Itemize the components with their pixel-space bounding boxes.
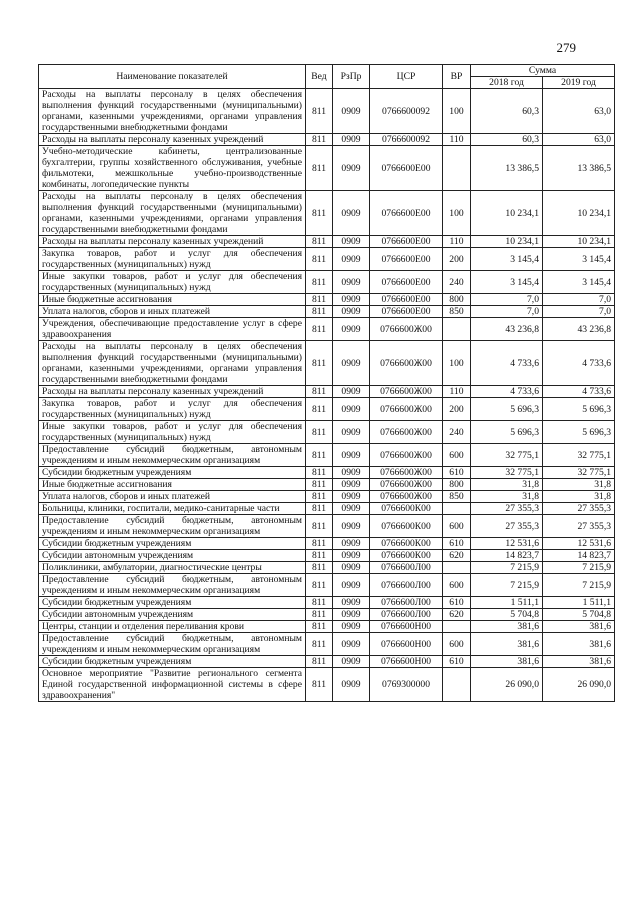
cell-name: Расходы на выплаты персоналу в целях обеспечения выполнения функций государственными (муниципальными) органами, казенными учреждениями, органами управления государственными внебюджетными фондами [39, 341, 306, 386]
cell-vr: 100 [443, 191, 471, 236]
header-vr: ВР [443, 65, 471, 89]
table-row [39, 294, 615, 306]
header-sum: Сумма [471, 65, 615, 77]
cell-ved: 811 [306, 146, 333, 191]
header-name: Наименование показателей [39, 65, 306, 89]
cell-csr: 0766600Ж00 [370, 318, 443, 341]
cell-ved: 811 [306, 467, 333, 479]
cell-sum-2019: 4 733,6 [543, 386, 615, 398]
cell-rzpr: 0909 [333, 271, 370, 294]
cell-vr: 610 [443, 538, 471, 550]
cell-sum-2018: 7,0 [471, 294, 543, 306]
cell-csr: 0766600Ж00 [370, 491, 443, 503]
cell-rzpr: 0909 [333, 550, 370, 562]
budget-table [38, 64, 615, 702]
cell-sum-2019: 14 823,7 [543, 550, 615, 562]
table-row [39, 503, 615, 515]
cell-sum-2018: 5 696,3 [471, 421, 543, 444]
cell-vr: 110 [443, 134, 471, 146]
cell-sum-2018: 60,3 [471, 134, 543, 146]
cell-sum-2019: 7,0 [543, 294, 615, 306]
cell-sum-2018: 7 215,9 [471, 574, 543, 597]
cell-name: Закупка товаров, работ и услуг для обеспечения государственных (муниципальных) нужд [39, 398, 306, 421]
cell-sum-2018: 10 234,1 [471, 191, 543, 236]
cell-csr: 0766600Е00 [370, 271, 443, 294]
table-row [39, 398, 615, 421]
cell-ved: 811 [306, 479, 333, 491]
cell-sum-2018: 7 215,9 [471, 562, 543, 574]
cell-csr: 0766600Л00 [370, 574, 443, 597]
cell-rzpr: 0909 [333, 421, 370, 444]
cell-sum-2019: 13 386,5 [543, 146, 615, 191]
cell-rzpr: 0909 [333, 609, 370, 621]
cell-vr: 110 [443, 236, 471, 248]
cell-sum-2018: 60,3 [471, 89, 543, 134]
cell-ved: 811 [306, 656, 333, 668]
table-row [39, 515, 615, 538]
cell-name: Иные закупки товаров, работ и услуг для обеспечения государственных (муниципальных) нужд [39, 421, 306, 444]
cell-ved: 811 [306, 503, 333, 515]
cell-name: Центры, станции и отделения переливания крови [39, 621, 306, 633]
table-row [39, 444, 615, 467]
table-row [39, 271, 615, 294]
header-year-2019: 2019 год [543, 77, 615, 89]
cell-sum-2018: 27 355,3 [471, 503, 543, 515]
cell-sum-2019: 1 511,1 [543, 597, 615, 609]
cell-csr: 0766600Л00 [370, 609, 443, 621]
cell-vr [443, 146, 471, 191]
cell-ved: 811 [306, 550, 333, 562]
cell-ved: 811 [306, 236, 333, 248]
cell-csr: 0766600092 [370, 134, 443, 146]
header-csr: ЦСР [370, 65, 443, 89]
table-row [39, 479, 615, 491]
cell-sum-2019: 381,6 [543, 633, 615, 656]
cell-csr: 0766600К00 [370, 503, 443, 515]
cell-sum-2019: 43 236,8 [543, 318, 615, 341]
cell-sum-2019: 10 234,1 [543, 236, 615, 248]
cell-ved: 811 [306, 421, 333, 444]
table-row [39, 318, 615, 341]
cell-sum-2019: 3 145,4 [543, 248, 615, 271]
table-row [39, 467, 615, 479]
cell-vr: 620 [443, 550, 471, 562]
cell-sum-2019: 63,0 [543, 134, 615, 146]
cell-sum-2018: 27 355,3 [471, 515, 543, 538]
cell-rzpr: 0909 [333, 318, 370, 341]
cell-ved: 811 [306, 633, 333, 656]
cell-sum-2018: 26 090,0 [471, 668, 543, 702]
cell-rzpr: 0909 [333, 503, 370, 515]
cell-sum-2019: 31,8 [543, 491, 615, 503]
cell-sum-2018: 4 733,6 [471, 386, 543, 398]
cell-vr: 620 [443, 609, 471, 621]
cell-name: Больницы, клиники, госпитали, медико-санитарные части [39, 503, 306, 515]
cell-csr: 0769300000 [370, 668, 443, 702]
cell-name: Субсидии бюджетным учреждениям [39, 597, 306, 609]
header-year-2018: 2018 год [471, 77, 543, 89]
cell-sum-2018: 12 531,6 [471, 538, 543, 550]
cell-vr: 600 [443, 444, 471, 467]
cell-vr: 850 [443, 491, 471, 503]
table-row [39, 550, 615, 562]
cell-sum-2019: 381,6 [543, 656, 615, 668]
cell-csr: 0766600Е00 [370, 146, 443, 191]
cell-csr: 0766600Ж00 [370, 341, 443, 386]
cell-csr: 0766600Ж00 [370, 467, 443, 479]
cell-sum-2018: 43 236,8 [471, 318, 543, 341]
table-row [39, 609, 615, 621]
cell-rzpr: 0909 [333, 574, 370, 597]
cell-sum-2019: 26 090,0 [543, 668, 615, 702]
cell-csr: 0766600К00 [370, 515, 443, 538]
cell-vr [443, 668, 471, 702]
cell-name: Иные бюджетные ассигнования [39, 294, 306, 306]
cell-sum-2019: 7 215,9 [543, 562, 615, 574]
cell-vr: 200 [443, 398, 471, 421]
cell-csr: 0766600Е00 [370, 306, 443, 318]
cell-sum-2019: 27 355,3 [543, 515, 615, 538]
cell-csr: 0766600Е00 [370, 191, 443, 236]
cell-csr: 0766600Е00 [370, 294, 443, 306]
cell-sum-2019: 32 775,1 [543, 444, 615, 467]
header-ved: Вед [306, 65, 333, 89]
cell-rzpr: 0909 [333, 134, 370, 146]
cell-sum-2019: 4 733,6 [543, 341, 615, 386]
cell-name: Субсидии автономным учреждениям [39, 609, 306, 621]
cell-ved: 811 [306, 386, 333, 398]
cell-csr: 0766600К00 [370, 550, 443, 562]
table-row [39, 236, 615, 248]
cell-sum-2018: 31,8 [471, 479, 543, 491]
cell-rzpr: 0909 [333, 515, 370, 538]
cell-ved: 811 [306, 562, 333, 574]
cell-csr: 0766600Н00 [370, 621, 443, 633]
cell-vr: 240 [443, 271, 471, 294]
cell-sum-2018: 7,0 [471, 306, 543, 318]
cell-sum-2018: 381,6 [471, 656, 543, 668]
cell-sum-2018: 10 234,1 [471, 236, 543, 248]
cell-csr: 0766600Ж00 [370, 444, 443, 467]
cell-sum-2019: 32 775,1 [543, 467, 615, 479]
table-row [39, 341, 615, 386]
cell-sum-2019: 5 696,3 [543, 421, 615, 444]
table-row [39, 421, 615, 444]
cell-sum-2019: 381,6 [543, 621, 615, 633]
table-row [39, 668, 615, 702]
cell-vr: 610 [443, 467, 471, 479]
cell-sum-2019: 7,0 [543, 306, 615, 318]
cell-vr: 200 [443, 248, 471, 271]
cell-csr: 0766600Л00 [370, 562, 443, 574]
table-row [39, 134, 615, 146]
cell-rzpr: 0909 [333, 538, 370, 550]
cell-name: Субсидии бюджетным учреждениям [39, 467, 306, 479]
cell-sum-2019: 31,8 [543, 479, 615, 491]
cell-csr: 0766600Е00 [370, 236, 443, 248]
table-row [39, 89, 615, 134]
cell-name: Расходы на выплаты персоналу в целях обеспечения выполнения функций государственными (муниципальными) органами, казенными учреждениями, органами управления государственными внебюджетными фондами [39, 89, 306, 134]
cell-vr [443, 621, 471, 633]
cell-ved: 811 [306, 89, 333, 134]
cell-rzpr: 0909 [333, 386, 370, 398]
cell-name: Расходы на выплаты персоналу казенных учреждений [39, 386, 306, 398]
cell-sum-2018: 13 386,5 [471, 146, 543, 191]
cell-rzpr: 0909 [333, 89, 370, 134]
table-header [39, 65, 615, 89]
cell-sum-2018: 14 823,7 [471, 550, 543, 562]
cell-rzpr: 0909 [333, 146, 370, 191]
cell-name: Закупка товаров, работ и услуг для обеспечения государственных (муниципальных) нужд [39, 248, 306, 271]
cell-ved: 811 [306, 668, 333, 702]
cell-ved: 811 [306, 191, 333, 236]
cell-sum-2019: 10 234,1 [543, 191, 615, 236]
cell-ved: 811 [306, 609, 333, 621]
cell-rzpr: 0909 [333, 621, 370, 633]
cell-vr [443, 562, 471, 574]
cell-csr: 0766600Ж00 [370, 479, 443, 491]
cell-vr: 100 [443, 89, 471, 134]
cell-sum-2018: 3 145,4 [471, 248, 543, 271]
cell-vr: 800 [443, 294, 471, 306]
cell-name: Учреждения, обеспечивающие предоставление услуг в сфере здравоохранения [39, 318, 306, 341]
cell-sum-2018: 1 511,1 [471, 597, 543, 609]
cell-sum-2019: 12 531,6 [543, 538, 615, 550]
cell-rzpr: 0909 [333, 191, 370, 236]
cell-ved: 811 [306, 491, 333, 503]
cell-rzpr: 0909 [333, 236, 370, 248]
cell-csr: 0766600Н00 [370, 656, 443, 668]
table-row [39, 248, 615, 271]
cell-rzpr: 0909 [333, 656, 370, 668]
cell-csr: 0766600Ж00 [370, 421, 443, 444]
cell-sum-2018: 5 704,8 [471, 609, 543, 621]
cell-csr: 0766600092 [370, 89, 443, 134]
cell-rzpr: 0909 [333, 491, 370, 503]
cell-name: Иные закупки товаров, работ и услуг для обеспечения государственных (муниципальных) нужд [39, 271, 306, 294]
cell-csr: 0766600Ж00 [370, 386, 443, 398]
cell-vr [443, 503, 471, 515]
cell-name: Субсидии бюджетным учреждениям [39, 538, 306, 550]
cell-ved: 811 [306, 538, 333, 550]
cell-ved: 811 [306, 294, 333, 306]
cell-name: Расходы на выплаты персоналу в целях обеспечения выполнения функций государственными (муниципальными) органами, казенными учреждениями, органами управления государственными внебюджетными фондами [39, 191, 306, 236]
cell-vr [443, 318, 471, 341]
cell-rzpr: 0909 [333, 633, 370, 656]
cell-vr: 110 [443, 386, 471, 398]
cell-rzpr: 0909 [333, 597, 370, 609]
cell-sum-2018: 3 145,4 [471, 271, 543, 294]
cell-rzpr: 0909 [333, 398, 370, 421]
cell-vr: 800 [443, 479, 471, 491]
table-row [39, 597, 615, 609]
cell-name: Субсидии бюджетным учреждениям [39, 656, 306, 668]
cell-ved: 811 [306, 134, 333, 146]
cell-csr: 0766600Л00 [370, 597, 443, 609]
cell-sum-2018: 5 696,3 [471, 398, 543, 421]
cell-sum-2018: 32 775,1 [471, 444, 543, 467]
table-row [39, 491, 615, 503]
cell-rzpr: 0909 [333, 467, 370, 479]
table-row [39, 146, 615, 191]
cell-name: Основное мероприятие "Развитие регионального сегмента Единой государственной информационной системы в сфере здравоохранения" [39, 668, 306, 702]
cell-rzpr: 0909 [333, 306, 370, 318]
cell-vr: 600 [443, 574, 471, 597]
cell-vr: 850 [443, 306, 471, 318]
table-row [39, 538, 615, 550]
table-row [39, 621, 615, 633]
cell-name: Субсидии автономным учреждениям [39, 550, 306, 562]
page-number: 279 [556, 40, 576, 55]
cell-sum-2019: 27 355,3 [543, 503, 615, 515]
cell-vr: 600 [443, 633, 471, 656]
cell-ved: 811 [306, 248, 333, 271]
table-body [39, 89, 615, 702]
cell-ved: 811 [306, 574, 333, 597]
cell-rzpr: 0909 [333, 562, 370, 574]
cell-csr: 0766600К00 [370, 538, 443, 550]
cell-rzpr: 0909 [333, 479, 370, 491]
cell-rzpr: 0909 [333, 294, 370, 306]
cell-name: Предоставление субсидий бюджетным, автономным учреждениям и иным некоммерческим организациям [39, 515, 306, 538]
cell-sum-2019: 7 215,9 [543, 574, 615, 597]
cell-ved: 811 [306, 597, 333, 609]
cell-vr: 610 [443, 597, 471, 609]
cell-sum-2018: 4 733,6 [471, 341, 543, 386]
cell-name: Уплата налогов, сборов и иных платежей [39, 306, 306, 318]
cell-sum-2019: 63,0 [543, 89, 615, 134]
cell-vr: 610 [443, 656, 471, 668]
cell-name: Расходы на выплаты персоналу казенных учреждений [39, 236, 306, 248]
cell-ved: 811 [306, 398, 333, 421]
table-row [39, 656, 615, 668]
cell-name: Расходы на выплаты персоналу казенных учреждений [39, 134, 306, 146]
cell-name: Предоставление субсидий бюджетным, автономным учреждениям и иным некоммерческим организациям [39, 574, 306, 597]
table-row [39, 386, 615, 398]
cell-name: Учебно-методические кабинеты, централизованные бухгалтерии, группы хозяйственного обслуживания, учебные фильмотеки, межшкольные учебно-производственные комбинаты, логопедические пункты [39, 146, 306, 191]
cell-csr: 0766600Е00 [370, 248, 443, 271]
table-row [39, 191, 615, 236]
table-row [39, 306, 615, 318]
cell-rzpr: 0909 [333, 341, 370, 386]
cell-vr: 600 [443, 515, 471, 538]
cell-rzpr: 0909 [333, 444, 370, 467]
cell-ved: 811 [306, 318, 333, 341]
table-row [39, 562, 615, 574]
cell-name: Иные бюджетные ассигнования [39, 479, 306, 491]
cell-ved: 811 [306, 306, 333, 318]
table-row [39, 633, 615, 656]
cell-rzpr: 0909 [333, 248, 370, 271]
cell-sum-2018: 32 775,1 [471, 467, 543, 479]
cell-ved: 811 [306, 515, 333, 538]
cell-sum-2018: 31,8 [471, 491, 543, 503]
cell-csr: 0766600Н00 [370, 633, 443, 656]
cell-csr: 0766600Ж00 [370, 398, 443, 421]
cell-ved: 811 [306, 271, 333, 294]
cell-name: Предоставление субсидий бюджетным, автономным учреждениям и иным некоммерческим организациям [39, 633, 306, 656]
cell-ved: 811 [306, 444, 333, 467]
header-rzpr: РзПр [333, 65, 370, 89]
cell-sum-2019: 5 704,8 [543, 609, 615, 621]
cell-name: Предоставление субсидий бюджетным, автономным учреждениям и иным некоммерческим организациям [39, 444, 306, 467]
cell-name: Уплата налогов, сборов и иных платежей [39, 491, 306, 503]
table-row [39, 574, 615, 597]
cell-sum-2019: 5 696,3 [543, 398, 615, 421]
cell-vr: 240 [443, 421, 471, 444]
cell-vr: 100 [443, 341, 471, 386]
cell-sum-2019: 3 145,4 [543, 271, 615, 294]
cell-sum-2018: 381,6 [471, 633, 543, 656]
cell-name: Поликлиники, амбулатории, диагностические центры [39, 562, 306, 574]
cell-ved: 811 [306, 621, 333, 633]
cell-rzpr: 0909 [333, 668, 370, 702]
cell-ved: 811 [306, 341, 333, 386]
cell-sum-2018: 381,6 [471, 621, 543, 633]
